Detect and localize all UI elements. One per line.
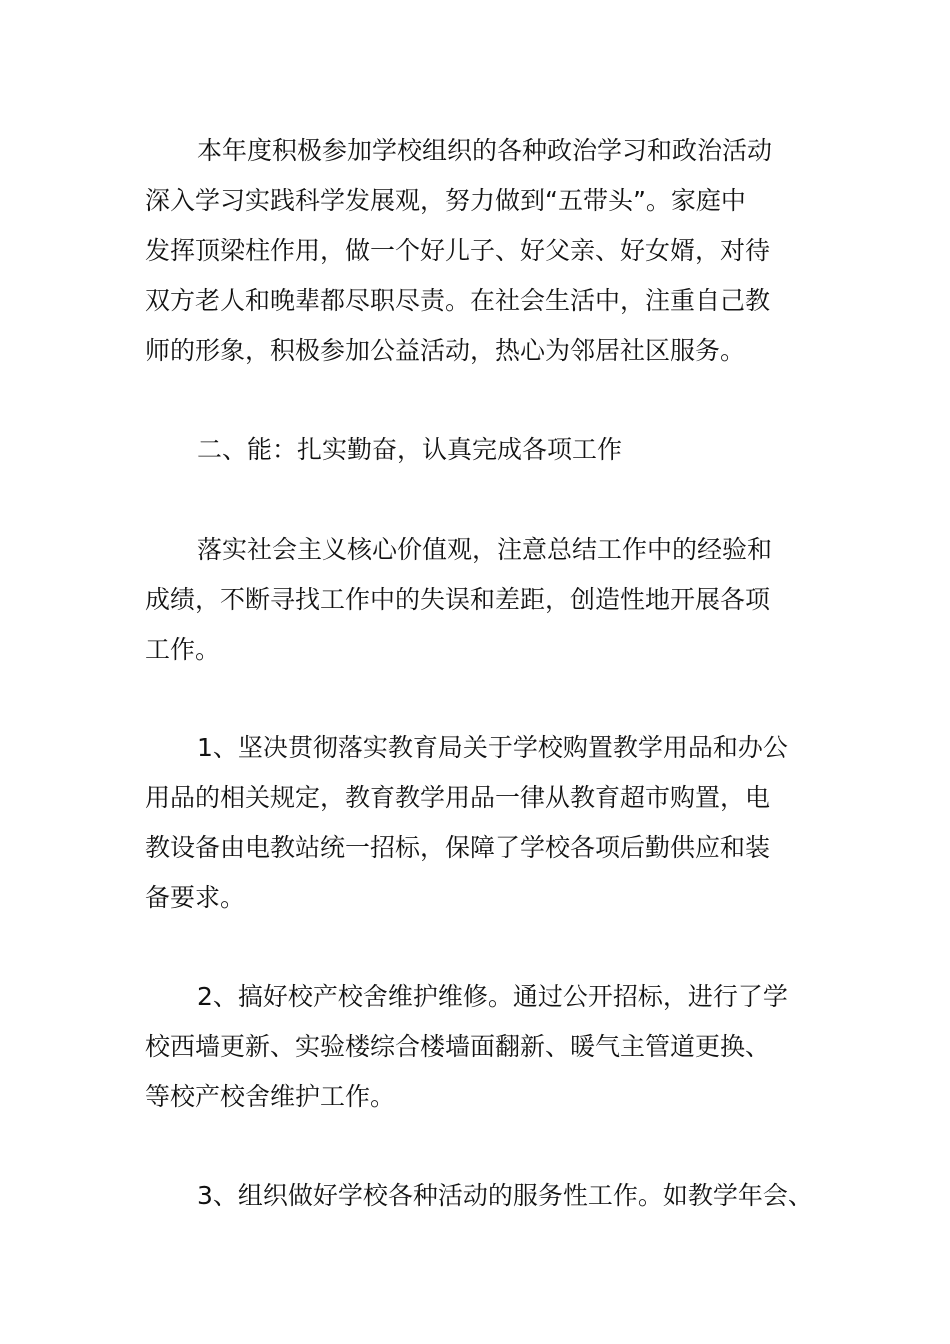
text-line: 教设备由电教站统一招标，保障了学校各项后勤供应和装 bbox=[145, 833, 771, 862]
text-line: 等校产校舍维护工作。 bbox=[145, 1082, 396, 1111]
text-line: 本年度积极参加学校组织的各种政治学习和政治活动 bbox=[197, 136, 773, 165]
text-line: 成绩，不断寻找工作中的失误和差距，创造性地开展各项 bbox=[145, 585, 771, 614]
text-line: 1、坚决贯彻落实教育局关于学校购置教学用品和办公 bbox=[197, 733, 788, 762]
text-line: 校西墙更新、实验楼综合楼墙面翻新、暖气主管道更换、 bbox=[145, 1032, 771, 1061]
text-line: 2、搞好校产校舍维护维修。通过公开招标，进行了学 bbox=[197, 982, 788, 1011]
text-line: 用品的相关规定，教育教学用品一律从教育超市购置，电 bbox=[145, 783, 771, 812]
text-line: 二、能：扎实勤奋，认真完成各项工作 bbox=[197, 435, 623, 464]
text-line: 备要求。 bbox=[145, 883, 246, 912]
text-line: 双方老人和晚辈都尽职尽责。在社会生活中，注重自己教 bbox=[145, 286, 771, 315]
paragraph-item-2 bbox=[145, 972, 815, 1122]
text-line: 深入学习实践科学发展观，努力做到“五带头”。家庭中 bbox=[145, 186, 746, 215]
text-line: 师的形象，积极参加公益活动，热心为邻居社区服务。 bbox=[145, 336, 746, 365]
paragraph-item-3 bbox=[145, 1171, 815, 1221]
text-line: 工作。 bbox=[145, 635, 221, 664]
text-line: 落实社会主义核心价值观，注意总结工作中的经验和 bbox=[197, 535, 773, 564]
paragraph-item-1 bbox=[145, 723, 815, 923]
paragraph-core-values bbox=[145, 525, 815, 675]
text-line: 发挥顶梁柱作用，做一个好儿子、好父亲、好女婿，对待 bbox=[145, 236, 771, 265]
section-heading-ability bbox=[145, 425, 815, 475]
paragraph-political-study bbox=[145, 126, 815, 376]
text-line: 3、组织做好学校各种活动的服务性工作。如教学年会、 bbox=[197, 1181, 813, 1210]
